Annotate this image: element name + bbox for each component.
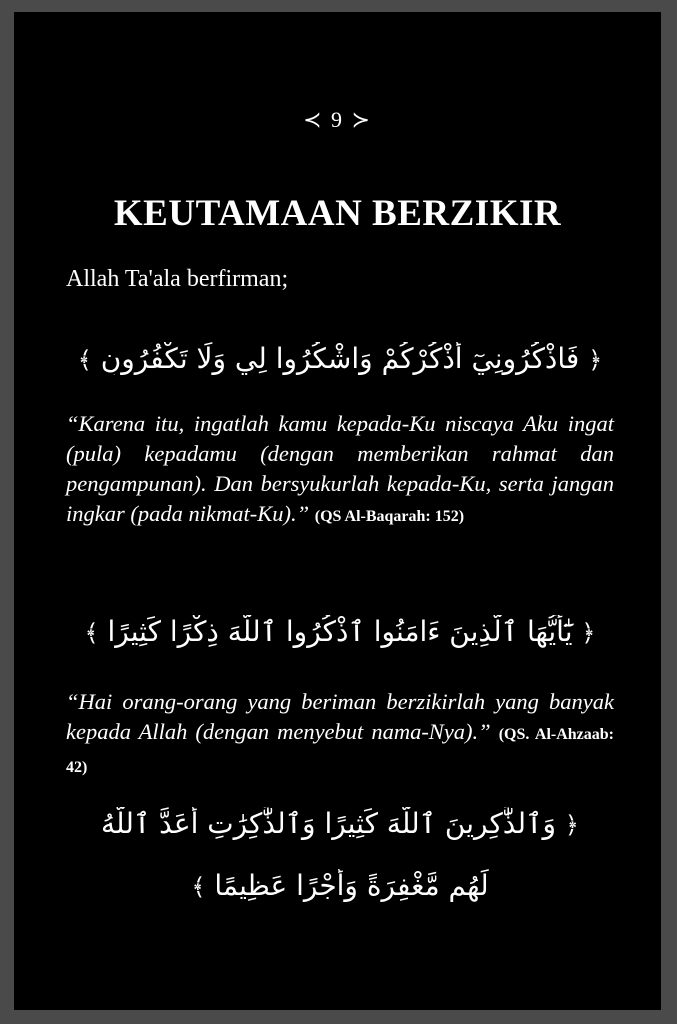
chapter-title: KEUTAMAAN BERZIKIR bbox=[113, 193, 562, 234]
arabic-verse-3-line-2-text: لَهُم مَّغْفِرَةً وَأَجْرًا عَظِيمًا bbox=[214, 869, 489, 902]
arabic-verse-3-line-2 bbox=[70, 869, 610, 902]
intro-text: Allah Ta'ala berfirman; bbox=[66, 266, 289, 292]
arabic-verse-1-text: فَاذْكُرُونِيٓ أَذْكُرْكُمْ وَاشْكُرُوا لِي وَلَا تَكْفُرُونِ bbox=[100, 342, 580, 375]
translation-2-text: “Hai orang-orang yang beriman berzikirlah yang banyak kepada Allah (dengan menyebut nama-Nya).” bbox=[66, 689, 614, 744]
ornament-open: ﴿ bbox=[588, 346, 603, 374]
ornament-open: ﴿ bbox=[581, 619, 596, 647]
arabic-verse-2-text: يَٰٓأَيُّهَا ٱلَّذِينَ ءَامَنُوا ٱذْكُرُوا ٱللَّهَ ذِكْرًا كَثِيرًا bbox=[107, 615, 573, 648]
arabic-verse-1 bbox=[70, 342, 610, 375]
page-number-value: 9 bbox=[331, 107, 344, 132]
arabic-verse-3-line-1 bbox=[70, 807, 610, 840]
translation-2 bbox=[66, 687, 614, 783]
reference-2: (QS. Al-Ahzaab: 42) bbox=[66, 726, 614, 776]
translation-1 bbox=[66, 409, 614, 532]
book-page bbox=[14, 12, 661, 1010]
page-number-right-mark: ≻ bbox=[351, 107, 372, 132]
ornament-close: ﴾ bbox=[77, 346, 92, 374]
page-number-left-mark: ≺ bbox=[303, 107, 324, 132]
page-number bbox=[14, 107, 661, 133]
reference-1: (QS Al-Baqarah: 152) bbox=[314, 508, 465, 525]
arabic-verse-2 bbox=[70, 615, 610, 648]
ornament-close: ﴾ bbox=[191, 873, 206, 901]
translation-1-text: “Karena itu, ingatlah kamu kepada-Ku niscaya Aku ingat (pula) kepadamu (dengan memberikan rahmat dan pengampunan). Dan bersyukurlah kepada-Ku, serta jangan ingkar (pada nikmat-Ku).” bbox=[66, 411, 614, 526]
arabic-verse-3-line-1-text: وَٱلذَّٰكِرِينَ ٱللَّهَ كَثِيرًا وَٱلذَّٰكِرَٰتِ أَعَدَّ ٱللَّهُ bbox=[101, 807, 556, 840]
ornament-close: ﴾ bbox=[84, 619, 99, 647]
ornament-open: ﴿ bbox=[564, 811, 579, 839]
